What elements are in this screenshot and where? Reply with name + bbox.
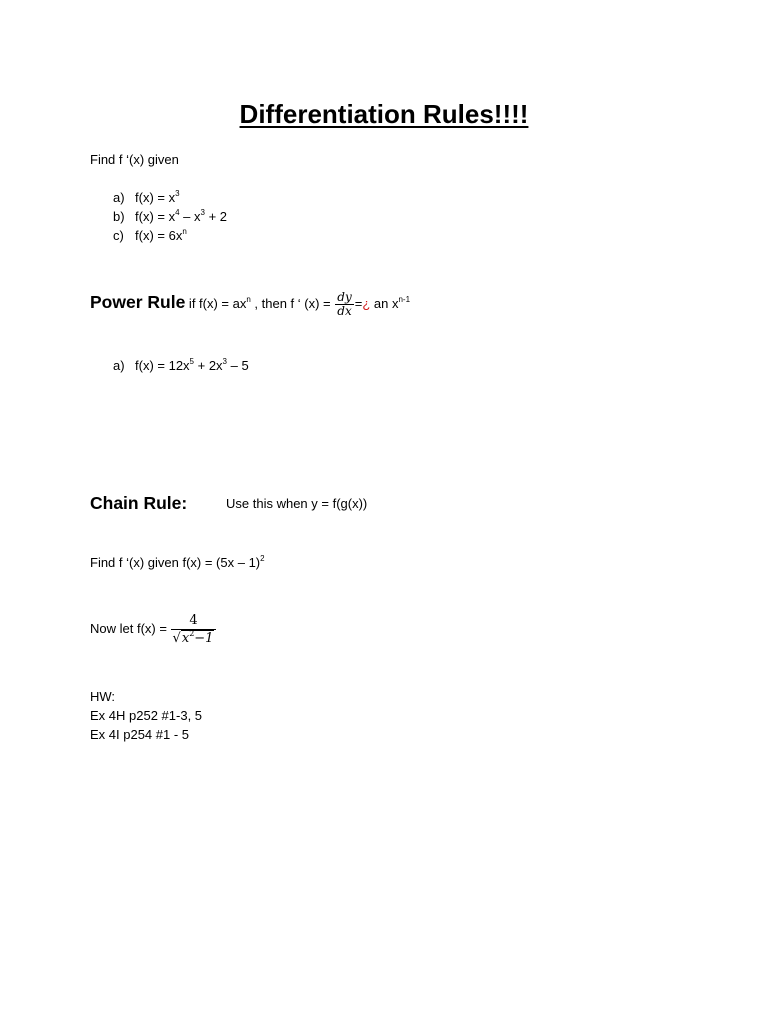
power-example-term-1: f(x) = 12x xyxy=(135,358,190,373)
radicand-tail: −1 xyxy=(194,631,214,647)
power-rule-middle: , then f ‘ (x) = xyxy=(250,296,335,311)
reciprocal-root-fraction xyxy=(171,612,217,647)
exercise-b-exponent-1: 4 xyxy=(175,207,180,217)
fraction-denominator: dx xyxy=(337,304,352,319)
now-let-line xyxy=(90,611,216,647)
exercise-b-suffix: + 2 xyxy=(204,209,228,224)
page-title: Differentiation Rules!!!! xyxy=(239,99,529,129)
red-inverted-question-mark: ¿ xyxy=(362,296,371,311)
power-example-exponent-2: 3 xyxy=(222,356,227,366)
power-rule-line xyxy=(90,284,410,322)
now-let-text: Now let f(x) = xyxy=(90,621,171,636)
power-example-label: a) xyxy=(113,358,125,373)
chain-example-exponent: 2 xyxy=(260,553,265,563)
power-example-term-2: + 2x xyxy=(194,358,223,373)
exercise-b-middle: – x xyxy=(179,209,201,224)
chain-rule-example xyxy=(90,555,265,571)
power-example-exponent-1: 5 xyxy=(189,356,194,366)
chain-rule-heading: Chain Rule: xyxy=(90,493,188,513)
radicand-base: x xyxy=(181,631,190,647)
square-root-sign: √ xyxy=(172,631,181,647)
power-example-term-3: – 5 xyxy=(227,358,249,373)
fraction-numerator: dy xyxy=(337,290,352,305)
power-rule-lead-exponent: n xyxy=(246,294,251,304)
exercise-c-exponent: n xyxy=(182,226,187,236)
power-rule-tail: an x xyxy=(370,296,399,311)
exercise-c-label: c) xyxy=(113,228,124,243)
homework-line-2: Ex 4I p254 #1 - 5 xyxy=(90,727,190,742)
power-rule-tail-exponent: n-1 xyxy=(398,294,411,304)
exercise-a xyxy=(113,190,180,206)
exercise-a-label: a) xyxy=(113,190,125,205)
find-derivative-prompt: Find f ‘(x) given xyxy=(90,152,179,167)
power-rule-heading: Power Rule xyxy=(90,292,186,312)
power-rule-equals: = xyxy=(354,296,363,311)
exercise-a-base: f(x) = x xyxy=(135,190,176,205)
exercise-b-base: f(x) = x xyxy=(135,209,176,224)
power-rule-example xyxy=(113,358,249,374)
homework-line-1: Ex 4H p252 #1-3, 5 xyxy=(90,708,203,723)
exercise-b-exponent-2: 3 xyxy=(200,207,205,217)
power-rule-lead: if f(x) = ax xyxy=(185,296,247,311)
chain-example-text: Find f ‘(x) given f(x) = (5x – 1) xyxy=(90,555,261,570)
homework-heading: HW: xyxy=(90,689,116,704)
chain-rule-note: Use this when y = f(g(x)) xyxy=(226,496,368,511)
radicand xyxy=(181,630,215,646)
root-fraction-numerator: 4 xyxy=(171,612,217,630)
exercise-a-exponent: 3 xyxy=(175,188,180,198)
exercise-c-base: f(x) = 6x xyxy=(135,228,183,243)
exercise-b xyxy=(113,209,227,225)
root-fraction-denominator xyxy=(171,630,217,647)
exercise-c xyxy=(113,228,187,244)
exercise-b-label: b) xyxy=(113,209,125,224)
radicand-exponent: 2 xyxy=(189,628,195,638)
dy-dx-fraction xyxy=(335,291,353,318)
